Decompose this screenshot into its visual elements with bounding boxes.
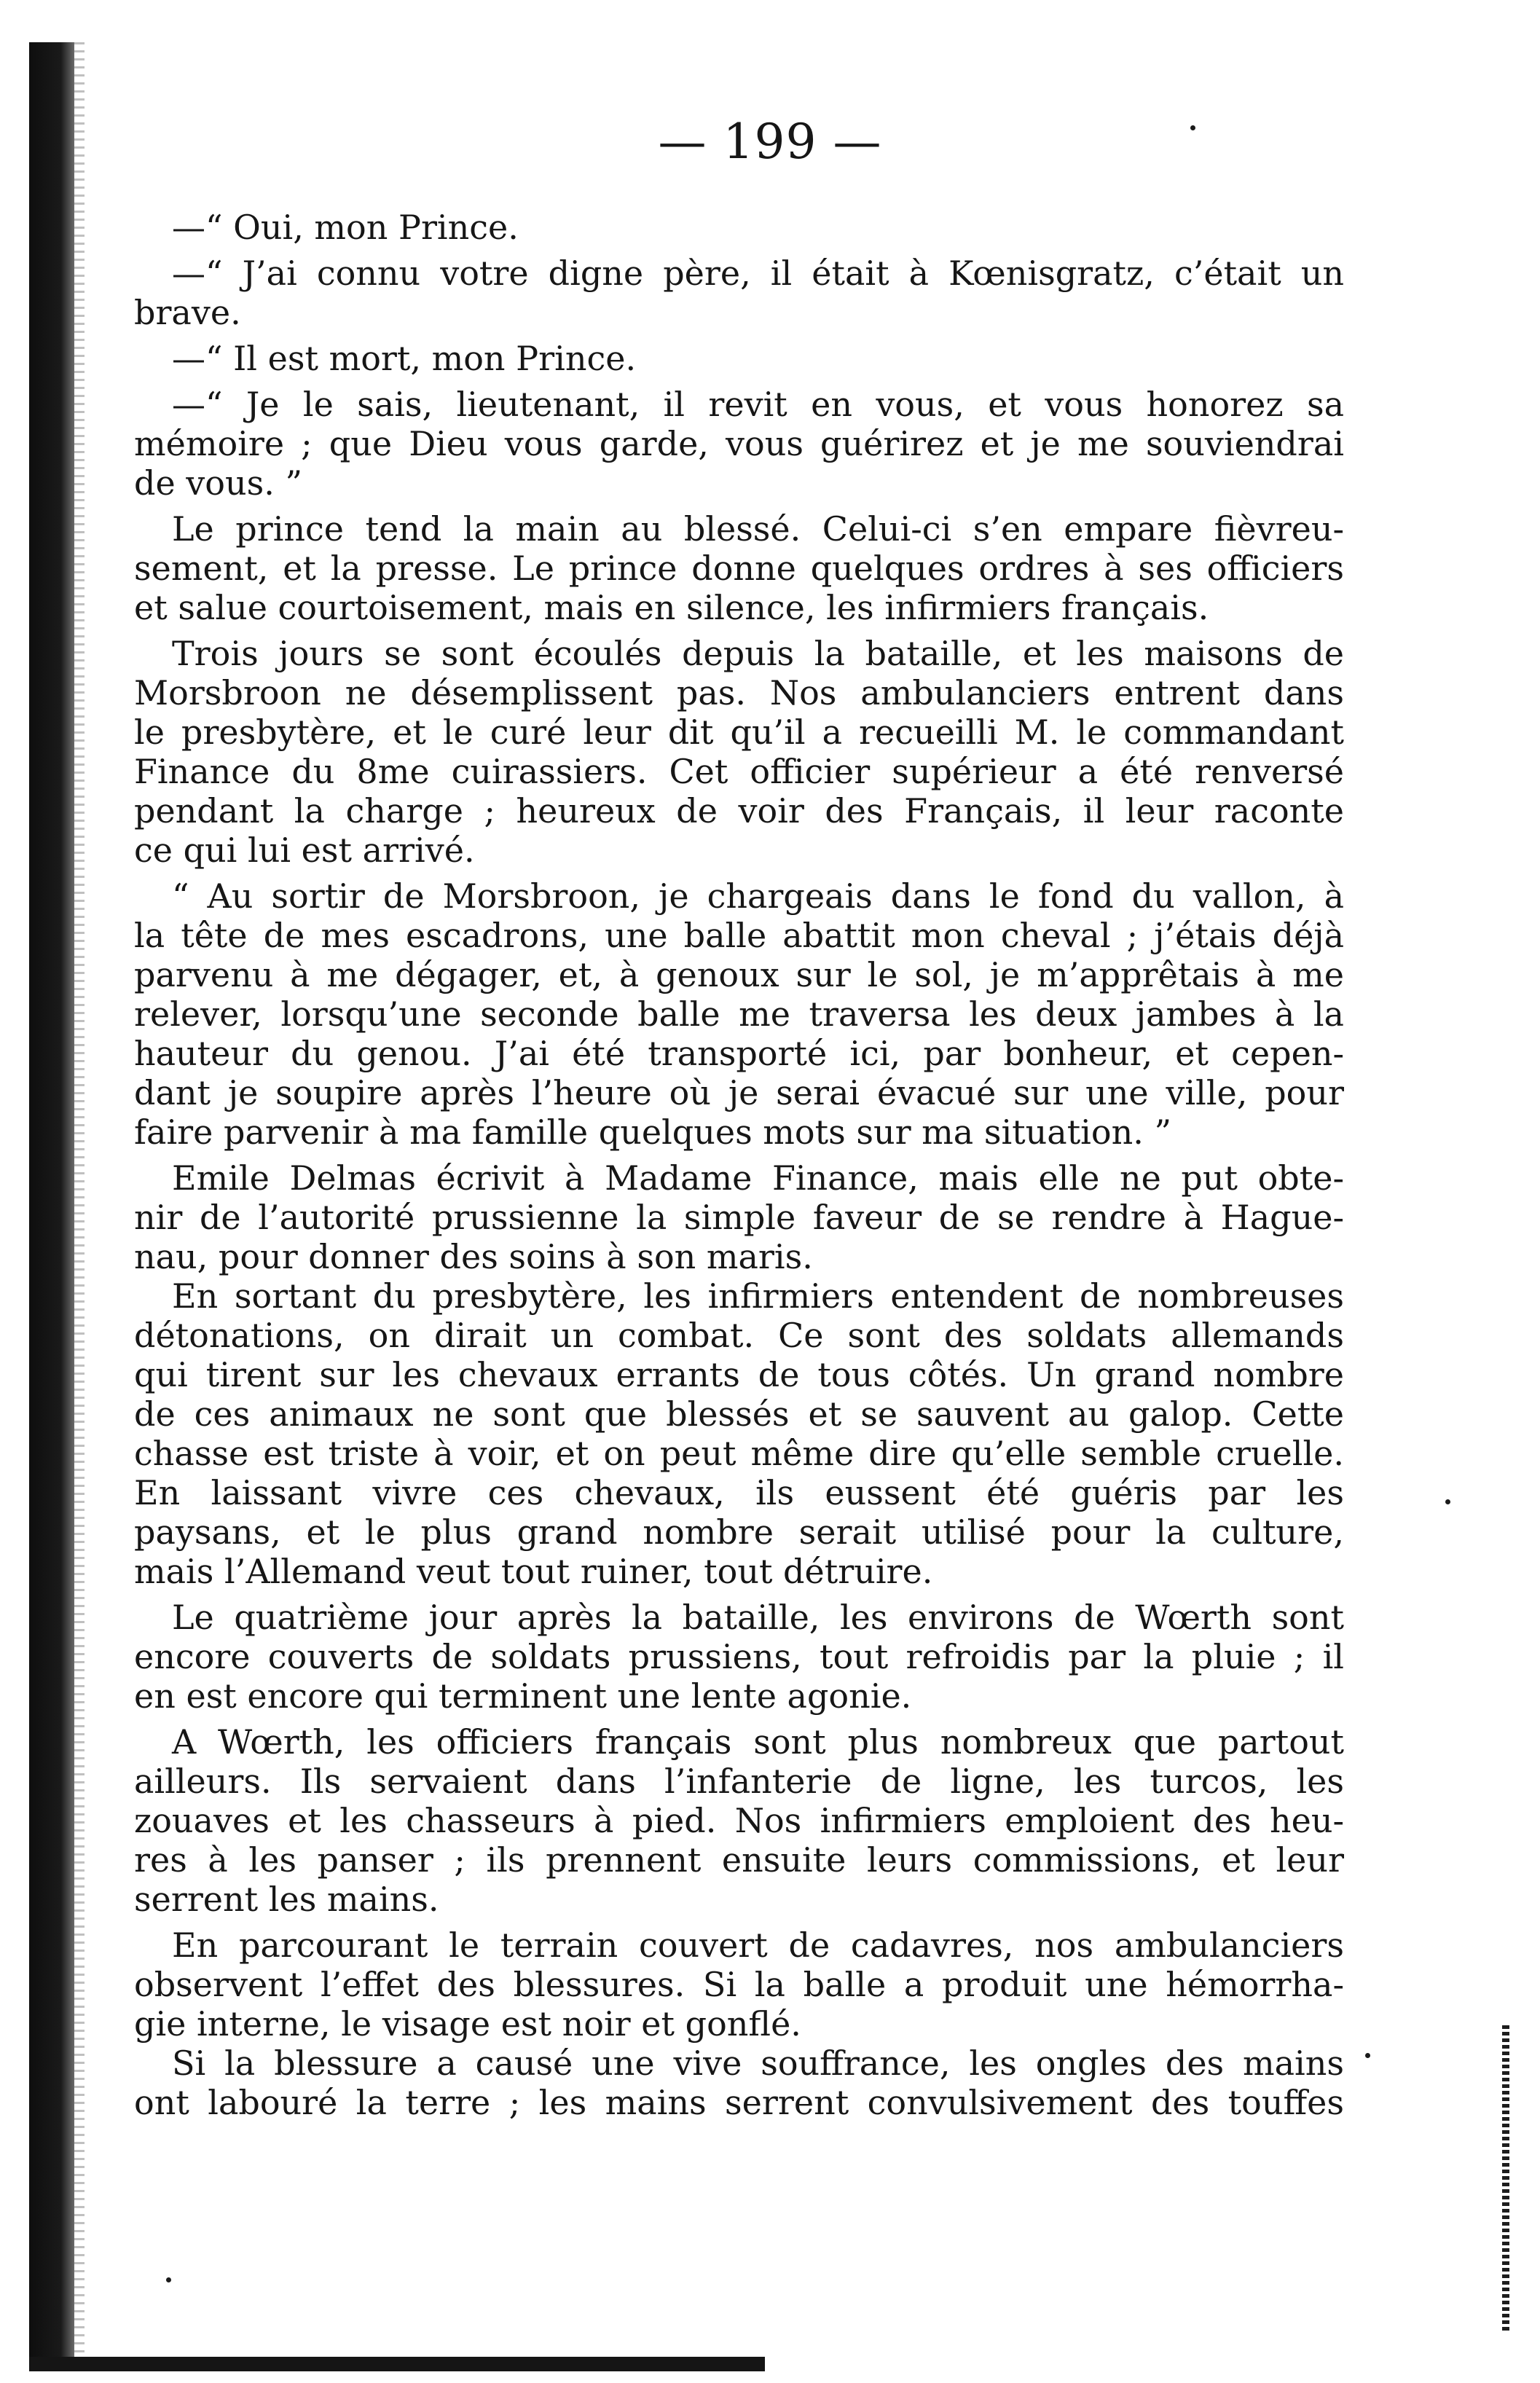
text-line: Si la blessure a causé une vive souffrance, les ongles des mains	[172, 2044, 1344, 2083]
text-line: de ces animaux ne sont que blessés et se sauvent au galop. Cette	[134, 1394, 1344, 1434]
text-line: —“ J’ai connu votre digne père, il était à Kœnisgratz, c’était un	[172, 254, 1344, 293]
text-line: relever, lorsqu’une seconde balle me traversa les deux jambes à la	[134, 994, 1344, 1034]
paragraph	[134, 1158, 1344, 1276]
scan-border-right	[1502, 2025, 1509, 2331]
scan-border-left	[29, 42, 74, 2370]
text-line: serrent les mains.	[134, 1880, 439, 1919]
scan-speck	[166, 2277, 171, 2282]
text-line: ce qui lui est arrivé.	[134, 831, 475, 870]
paragraph	[134, 208, 1344, 247]
text-line: le presbytère, et le curé leur dit qu’il a recueilli M. le commandant	[134, 712, 1344, 752]
paragraph	[134, 1598, 1344, 1716]
text-line: En laissant vivre ces chevaux, ils eussent été guéris par les	[134, 1473, 1344, 1512]
text-line: de vous. ”	[134, 463, 302, 503]
text-line: ailleurs. Ils servaient dans l’infanterie de ligne, les turcos, les	[134, 1762, 1344, 1801]
text-line: paysans, et le plus grand nombre serait utilisé pour la culture,	[134, 1512, 1344, 1552]
text-line: brave.	[134, 293, 241, 332]
text-line: En sortant du presbytère, les infirmiers entendent de nombreuses	[172, 1276, 1344, 1316]
text-line: Le prince tend la main au blessé. Celui-ci s’en empare fièvreu-	[172, 509, 1344, 549]
text-line: pendant la charge ; heureux de voir des Français, il leur raconte	[134, 791, 1344, 831]
text-line: zouaves et les chasseurs à pied. Nos infirmiers emploient des heu-	[134, 1801, 1344, 1840]
page-body	[134, 208, 1344, 2122]
text-line: Le quatrième jour après la bataille, les environs de Wœrth sont	[172, 1598, 1344, 1637]
paragraph	[134, 876, 1344, 1152]
text-line: et salue courtoisement, mais en silence, les infirmiers français.	[134, 588, 1209, 627]
paragraph	[134, 509, 1344, 627]
text-line: hauteur du genou. J’ai été transporté ici, par bonheur, et cepen-	[134, 1034, 1344, 1073]
text-line: Finance du 8me cuirassiers. Cet officier supérieur a été renversé	[134, 752, 1344, 791]
text-line: Emile Delmas écrivit à Madame Finance, mais elle ne put obte-	[172, 1158, 1344, 1198]
text-line: qui tirent sur les chevaux errants de tous côtés. Un grand nombre	[134, 1355, 1344, 1394]
text-line: —“ Oui, mon Prince.	[172, 208, 519, 247]
paragraph	[134, 1722, 1344, 1919]
text-line: En parcourant le terrain couvert de cadavres, nos ambulanciers	[172, 1925, 1344, 1965]
text-line: détonations, on dirait un combat. Ce sont des soldats allemands	[134, 1316, 1344, 1355]
text-line: res à les panser ; ils prennent ensuite leurs commissions, et leur	[134, 1840, 1344, 1880]
text-line: sement, et la presse. Le prince donne quelques ordres à ses officiers	[134, 549, 1344, 588]
text-line: Morsbroon ne désemplissent pas. Nos ambulanciers entrent dans	[134, 673, 1344, 712]
text-line: encore couverts de soldats prussiens, tout refroidis par la pluie ; il	[134, 1637, 1344, 1676]
scan-speck	[1365, 2053, 1370, 2058]
text-line: —“ Je le sais, lieutenant, il revit en vous, et vous honorez sa	[172, 385, 1344, 424]
paragraph	[134, 634, 1344, 870]
scan-border-bottom	[29, 2357, 765, 2371]
text-line: —“ Il est mort, mon Prince.	[172, 339, 637, 378]
text-line: en est encore qui terminent une lente agonie.	[134, 1676, 912, 1716]
text-line: ont labouré la terre ; les mains serrent convulsivement des touffes	[134, 2083, 1344, 2122]
text-line: A Wœrth, les officiers français sont plus nombreux que partout	[172, 1722, 1344, 1762]
paragraph	[134, 339, 1344, 378]
text-line: faire parvenir à ma famille quelques mots sur ma situation. ”	[134, 1112, 1171, 1152]
text-line: “ Au sortir de Morsbroon, je chargeais dans le fond du vallon, à	[172, 876, 1344, 916]
text-line: Trois jours se sont écoulés depuis la bataille, et les maisons de	[172, 634, 1344, 673]
text-line: gie interne, le visage est noir et gonflé.	[134, 2004, 801, 2044]
text-line: mais l’Allemand veut tout ruiner, tout détruire.	[134, 1552, 933, 1591]
paragraph	[134, 1925, 1344, 2044]
text-line: parvenu à me dégager, et, à genoux sur le sol, je m’apprêtais à me	[134, 955, 1344, 994]
text-line: dant je soupire après l’heure où je serai évacué sur une ville, pour	[134, 1073, 1344, 1112]
text-line: la tête de mes escadrons, une balle abattit mon cheval ; j’étais déjà	[134, 916, 1344, 955]
text-line: chasse est triste à voir, et on peut même dire qu’elle semble cruelle.	[134, 1434, 1344, 1473]
page-number: — 199 —	[658, 114, 882, 170]
paragraph	[134, 2044, 1344, 2122]
paragraph	[134, 1276, 1344, 1591]
text-line: mémoire ; que Dieu vous garde, vous guérirez et je me souviendrai	[134, 424, 1344, 463]
paragraph	[134, 385, 1344, 503]
paragraph	[134, 254, 1344, 332]
text-line: nir de l’autorité prussienne la simple faveur de se rendre à Hague-	[134, 1198, 1344, 1237]
text-line: observent l’effet des blessures. Si la balle a produit une hémorrha-	[134, 1965, 1344, 2004]
text-line: nau, pour donner des soins à son maris.	[134, 1237, 813, 1276]
scan-speck	[1445, 1499, 1450, 1504]
